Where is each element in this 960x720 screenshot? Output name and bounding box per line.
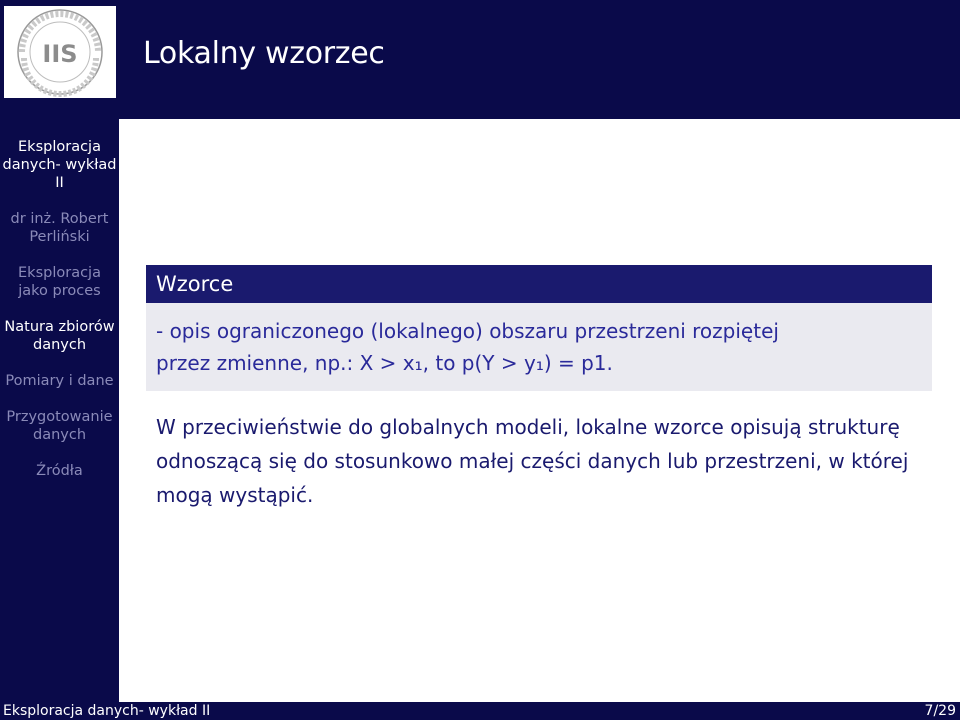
definition-block — [146, 265, 932, 391]
sidebar-item-preparation[interactable]: Przygotowanie danych — [6, 409, 113, 443]
sidebar-item-measurements[interactable]: Pomiary i dane — [5, 373, 114, 389]
footer — [0, 702, 960, 720]
sidebar-nav — [0, 138, 119, 498]
logo-seal-icon — [4, 6, 116, 98]
block-title: Wzorce — [146, 265, 932, 303]
sidebar-item-lecture[interactable]: Eksploracja danych- wykład II — [2, 139, 117, 191]
sidebar-item-author[interactable]: dr inż. Robert Perliński — [10, 211, 109, 245]
sidebar-item-sources[interactable]: Źródła — [36, 463, 83, 479]
block-line-2: przez zmienne, np.: X > x₁, to p(Y > y₁) = p1. — [156, 351, 613, 375]
svg-text:IIS: IIS — [42, 40, 78, 68]
sidebar-item-process[interactable]: Eksploracja jako proces — [18, 265, 101, 299]
title-bar — [119, 0, 960, 119]
body-paragraph: W przeciwieństwie do globalnych modeli, lokalne wzorce opisują strukturę odnoszącą się do stosunkowo małej części danych lub przestrzeni, w której mogą wystąpić. — [156, 415, 909, 507]
university-logo — [4, 6, 116, 98]
page-number: 7/29 — [924, 703, 956, 719]
page-title: Lokalny wzorzec — [143, 36, 385, 71]
sidebar — [0, 0, 119, 702]
block-body — [146, 303, 932, 379]
footer-title: Eksploracja danych- wykład II — [3, 703, 211, 719]
sidebar-item-nature[interactable]: Natura zbiorów danych — [4, 319, 115, 353]
block-line-1: - opis ograniczonego (lokalnego) obszaru przestrzeni rozpiętej — [156, 319, 779, 343]
